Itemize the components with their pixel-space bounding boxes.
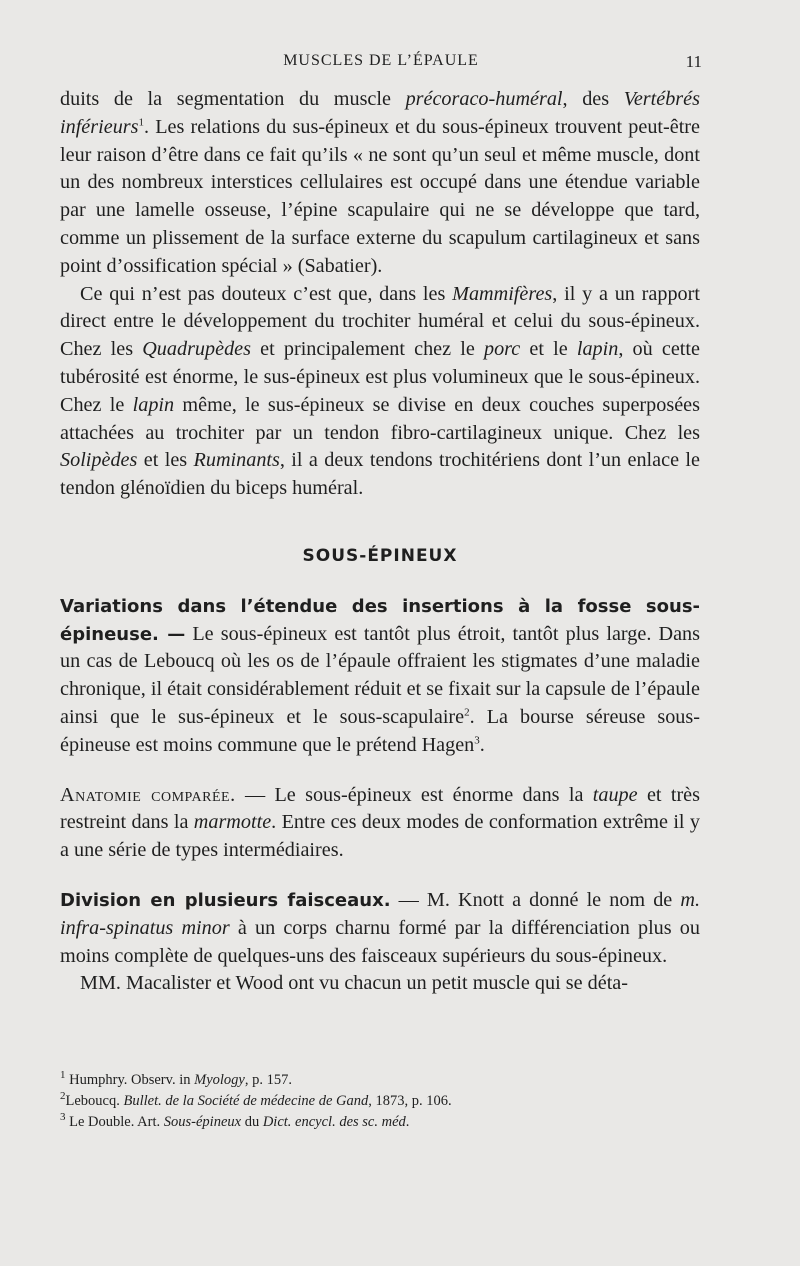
footnote-ref: 1 — [138, 116, 145, 129]
page-number: 11 — [685, 52, 702, 71]
text-run: , 1873, p. 106. — [368, 1093, 452, 1109]
italic-term: Dict. encycl. des sc. méd — [262, 1114, 406, 1130]
italic-term: Quadrupèdes — [142, 338, 251, 361]
text-run: du — [241, 1114, 263, 1130]
footnote-mark: 1 — [60, 1069, 66, 1082]
text-run: — M. Knott a donné le nom de — [390, 888, 681, 911]
footnote-ref: 3 — [474, 734, 480, 746]
text-run: , il a deux tendons trochitériens dont l’un enlace le tendon glénoïdien du biceps huméral. — [60, 449, 700, 500]
text-run: Le sous-épineux est tantôt plus étroit, tantôt plus large. Dans un cas de Leboucq où les os de l’épaule offraient les stigmates d’une maladie chronique, il était considérablement réduit et se fixait sur la capsule de l’épaule ainsi que le sus-épineux et le sous-scapulaire — [60, 622, 700, 728]
paragraph-4 — [60, 782, 700, 865]
text-run: et principalement chez le — [251, 338, 484, 361]
text-run: . — [405, 1114, 410, 1130]
paragraph-lead: Variations dans l’étendue des insertions à la fosse sous-épineuse. — — [60, 595, 700, 645]
text-run: , il y a un rapport direct entre le développement du trochiter huméral et celui du sous-épineux. Chez les — [60, 282, 700, 361]
text-run: Ce qui n’est pas douteux c’est que, dans les — [80, 282, 453, 305]
paragraph-1 — [60, 86, 700, 281]
italic-term: lapin — [132, 393, 175, 416]
text-run: , des — [562, 88, 624, 110]
italic-term: lapin — [576, 338, 619, 361]
running-title: MUSCLES DE L’ÉPAULE — [283, 52, 479, 69]
text-run: . La bourse séreuse sous-épineuse est moins commune que le prétend Hagen — [60, 705, 700, 756]
footnote-2 — [60, 1091, 700, 1112]
text-run: à un corps charnu formé par la différenciation plus ou moins complète de quelques-uns des faisceaux supérieurs du sous-épineux. — [60, 916, 700, 967]
paragraph-lead: Division en plusieurs faisceaux. — [60, 889, 391, 911]
italic-term: Vertébrés inférieurs — [60, 88, 700, 138]
italic-term: porc — [483, 338, 521, 361]
text-run: et les — [137, 449, 194, 472]
text-run: duits de la segmentation du muscle — [60, 88, 406, 110]
italic-term: taupe — [592, 783, 638, 806]
footnote-1 — [60, 1070, 700, 1091]
italic-term: Solipèdes — [60, 449, 138, 472]
italic-term: m. infra-spinatus minor — [60, 888, 700, 939]
text-run: . Entre ces deux modes de conformation extrême il y a une série de types intermédiaires. — [60, 811, 700, 862]
footnote-mark: 3 — [60, 1111, 66, 1124]
footnotes — [60, 1070, 700, 1133]
paragraph-5 — [60, 887, 700, 970]
italic-term: marmotte — [193, 811, 272, 834]
footnote-mark: 2 — [60, 1090, 66, 1103]
italic-term: Ruminants — [193, 449, 280, 472]
italic-term: Sous-épineux — [163, 1114, 242, 1130]
text-run: Humphry. Observ. in — [65, 1072, 195, 1088]
italic-term: Myology — [194, 1072, 245, 1088]
paragraph-2 — [60, 281, 700, 503]
text-run: Leboucq. — [65, 1093, 124, 1109]
footnote-ref: 2 — [464, 706, 470, 719]
text-run: . — [479, 733, 485, 756]
italic-term: précoraco-huméral — [405, 88, 563, 110]
paragraph-lead: Anatomie comparée. — [60, 783, 236, 806]
italic-term: Mammifères — [452, 282, 553, 305]
text-run: . Les relations du sus-épineux et du sous-épineux trouvent peut-être leur raison d’être dans ce fait qu’ils « ne sont qu’un seul et même muscle, dont un des nombreux interstices cellulaires est occupé dans une étendue variable par une lamelle osseuse, l’épine scapulaire qui ne se développe que tard, comme un plissement de la surface externe du scapulum cartilagineux et sans point d’ossification spécial » (Sabatier). — [60, 115, 700, 277]
section-title: SOUS-ÉPINEUX — [302, 545, 458, 566]
paragraph-6: MM. Macalister et Wood ont vu chacun un petit muscle qui se déta- — [80, 972, 628, 995]
text-run: même, le sus-épineux se divise en deux couches superposées attachées au trochiter par un tendon fibro-cartilagineux unique. Chez les — [60, 393, 700, 444]
text-run: et très restreint dans la — [60, 783, 700, 834]
text-run: et le — [520, 338, 577, 361]
paragraph-3 — [60, 593, 700, 760]
text-run: — Le sous-épineux est énorme dans la — [235, 783, 593, 806]
footnote-3 — [60, 1112, 700, 1133]
body-text — [60, 86, 700, 998]
italic-term: Bullet. de la Société de médecine de Gand — [123, 1093, 369, 1109]
text-run: , où cette tubérosité est énorme, le sus-épineux est plus volumineux que le sous-épineux. Chez le — [60, 338, 700, 416]
text-run: , p. 157. — [244, 1072, 292, 1088]
text-run: Le Double. Art. — [65, 1114, 164, 1130]
running-header — [60, 52, 702, 80]
